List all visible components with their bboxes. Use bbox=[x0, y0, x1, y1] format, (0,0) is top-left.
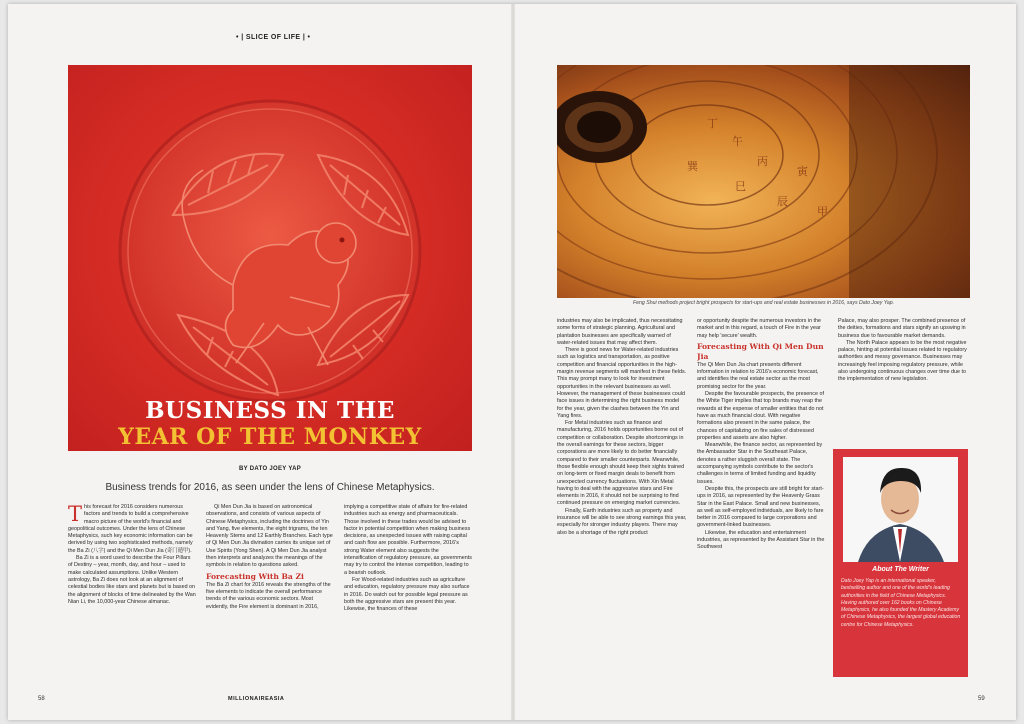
svg-text:寅: 寅 bbox=[797, 165, 808, 178]
paragraph: Palace, may also prosper. The combined presence of the deities, formations and stars signify an upswing in business due to favourable market demands. bbox=[838, 318, 966, 339]
section-tag: • | SLICE OF LIFE | • bbox=[236, 34, 311, 41]
about-writer-box bbox=[833, 449, 968, 677]
paragraph: For Wood-related industries such as agriculture and education, regulatory pressure may also surface in 2016. Do watch out for possible legal pressure as both the aggressive stars are present this year. Likewise, the finances of these bbox=[344, 576, 470, 613]
about-writer-title: About The Writer bbox=[872, 566, 929, 573]
paragraph: The Ba Zi chart for 2016 reveals the strengths of the five elements to indicate the overall performance trends of the various economic sectors. Most evidently, the Fire element is dominant in 2016, bbox=[206, 581, 331, 610]
page-number-left: 58 bbox=[38, 696, 45, 702]
paragraph: This forecast for 2016 considers numerous factors and trends to build a comprehensive macro picture of the world's financial and geopolitical outcomes. Under the lens of Chinese Metaphysics, such key economic information can be derived by using two sophisticated methods, namely the Ba Zi (八字) and the Qi Men Dun Jia (奇门遁甲). bbox=[68, 504, 193, 554]
article-deck: Business trends for 2016, as seen under the lens of Chinese Metaphysics. bbox=[105, 482, 435, 493]
svg-text:辰: 辰 bbox=[777, 195, 788, 208]
paragraph: or opportunity despite the numerous investors in the market and in this regard, a touch of Fire in the year may help 'secure' wealth. bbox=[697, 318, 822, 339]
headline-line-2: YEAR OF THE MONKEY bbox=[118, 424, 422, 450]
paragraph: industries may also be implicated, thus necessitating some forms of strategic planning. Agricultural and plantation businesses are specifically warned of water-related issues that may affect them. bbox=[557, 318, 683, 346]
monkey-papercut-illustration bbox=[68, 65, 472, 451]
paragraph: Ba Zi is a word used to describe the Four Pillars of Destiny – year, month, day, and hour – used to make calculated assumptions. Unlike Western astrology, Ba Zi does not look at an alignment of celestial bodies like stars and planets but is based on the alignment of blocks of time delineated by the Wan Nian Li, the 10,000-year Chinese almanac. bbox=[68, 555, 196, 605]
svg-text:巳: 巳 bbox=[735, 180, 746, 193]
about-writer-bio: Dato Joey Yap is an international speaker, bestselling author and one of the world's leading authorities in the field of Chinese Metaphysics. Having authored over 162 books on Chinese Metaphysics, he also founded the Mastery Academy of Chinese Metaphysics, the largest global education centre for Chinese Metaphysics. bbox=[841, 578, 961, 628]
paragraph: Likewise, the education and entertainment industries, as represented by the Assistant Star in the Southwest bbox=[697, 529, 825, 551]
subheading: Forecasting With Qi Men Dun Jia bbox=[697, 341, 824, 361]
page-number-right: 59 bbox=[978, 696, 985, 702]
svg-text:巽: 巽 bbox=[687, 160, 698, 173]
svg-text:午: 午 bbox=[732, 135, 743, 148]
writer-portrait bbox=[843, 457, 958, 562]
paragraph: The Qi Men Dun Jia chart presents different information in relation to 2016's economic forecast, and identifies the real estate sector as the most promising sector for the year. bbox=[697, 361, 819, 390]
byline: BY DATO JOEY YAP bbox=[238, 466, 302, 472]
article-column-2 bbox=[206, 504, 334, 689]
paragraph: Despite this, the prospects are still bright for start-ups in 2016, as represented by the Heavenly Grass Star in the East Palace. Small and new businesses, as well as self-employed individuals, are likely to fare better in 2016 compared to large corporations and government-linked businesses. bbox=[697, 485, 824, 529]
svg-text:丙: 丙 bbox=[757, 155, 768, 168]
paragraph: Despite the favourable prospects, the presence of the White Tiger implies that top brands may reap the rewards at the expense of smaller entities that do not have as much financial clout. With negative formations also present in the same palace, the chances of capitalizing on fire sales of distressed properties and assets are also higher. bbox=[697, 391, 824, 441]
paragraph: implying a competitive state of affairs for fire-related industries such as energy and pharmaceuticals. Those involved in these trades would be advised to factor in potential competition when making business decisions, as unexpected issues with raising capital and cash flow are possible. Furthermore, 2016's strong Water element also suggests the intensification of regulatory pressure, as governments may try to control the intense competition, leading to a bearish outlook. bbox=[344, 504, 472, 576]
paragraph: The North Palace appears to be the most negative palace, hinting at potential issues related to regulatory authorities and messy governance. Businesses may increasingly feel imposing regulatory pressure, while also undergoing continuous changes over time due to the implementation of new legislation. bbox=[838, 339, 967, 383]
article-headline bbox=[68, 398, 472, 450]
headline-line-1: BUSINESS IN THE bbox=[145, 397, 395, 424]
paragraph: For Metal industries such as finance and manufacturing, 2016 holds opportunities borne out of competition or collaboration. Despite shortcomings in the overall earnings for these sectors, bigger corporations are more likely to do better financially compared to their smaller counterparts. Meanwhile, those flexible enough should keep their sights trained on long-term or fixed margin deals to benefit from unexpected currency fluctuations. With Xin Metal having to deal with the aggressive stars and Fire elements in 2016, it should not be surprising to find continued pressure on emerging market currencies. bbox=[557, 420, 685, 507]
article-column-3 bbox=[344, 504, 472, 689]
article-column-5 bbox=[697, 318, 827, 680]
subheading: Forecasting With Ba Zi bbox=[206, 571, 304, 581]
photo-caption: Feng Shui methods project bright prospects for start-ups and real estate businesses in 2016, says Dato Joey Yap. bbox=[632, 300, 895, 306]
article-column-1 bbox=[68, 504, 196, 689]
svg-text:甲: 甲 bbox=[817, 205, 828, 218]
article-column-6 bbox=[838, 318, 968, 443]
magazine-spread bbox=[8, 4, 1016, 720]
page-gutter bbox=[511, 4, 515, 720]
paragraph: Finally, Earth industries such as property and insurance will be able to see strong earnings this year, especially for stronger industry players. There may also be a shortage of the right product bbox=[557, 507, 687, 536]
luopan-compass-photo bbox=[557, 65, 970, 298]
article-column-4 bbox=[557, 318, 687, 680]
svg-text:丁: 丁 bbox=[707, 117, 718, 130]
dropcap: T bbox=[68, 504, 83, 526]
paragraph: There is good news for Water-related industries such as logistics and transportation, as positive competition and financial opportunities in the high-margin revenue segments will manifest in these fields. This may prompt many to look for investment opportunities in the relevant businesses as well. However, the management of these businesses could face issues in determining the right business model for the year, given the clashes between the Yin and Yang fires. bbox=[557, 347, 687, 419]
paragraph: Qi Men Dun Jia is based on astronomical observations, and consists of various aspects of Chinese Metaphysics, including the doctrines of Yin and Yang, five elements, the eight trigrams, the ten Heavenly Stems and 12 Earthly Branches. Each type of Qi Men Dun Jia divination carries its unique set of Use Spirits (Yong Shen). A Qi Men Dun Jia analyst then interprets and analyzes the meanings of the symbols in relation to questions asked. bbox=[206, 504, 333, 569]
paragraph: Meanwhile, the finance sector, as represented by the Ambassador Star in the Southeast Palace, denotes a rather sluggish overall state. The accompanying symbols contribute to the sector's challenges in terms of limited funding and liquidity issues. bbox=[697, 442, 823, 485]
magazine-name: MILLIONAIREASIA bbox=[228, 696, 285, 702]
